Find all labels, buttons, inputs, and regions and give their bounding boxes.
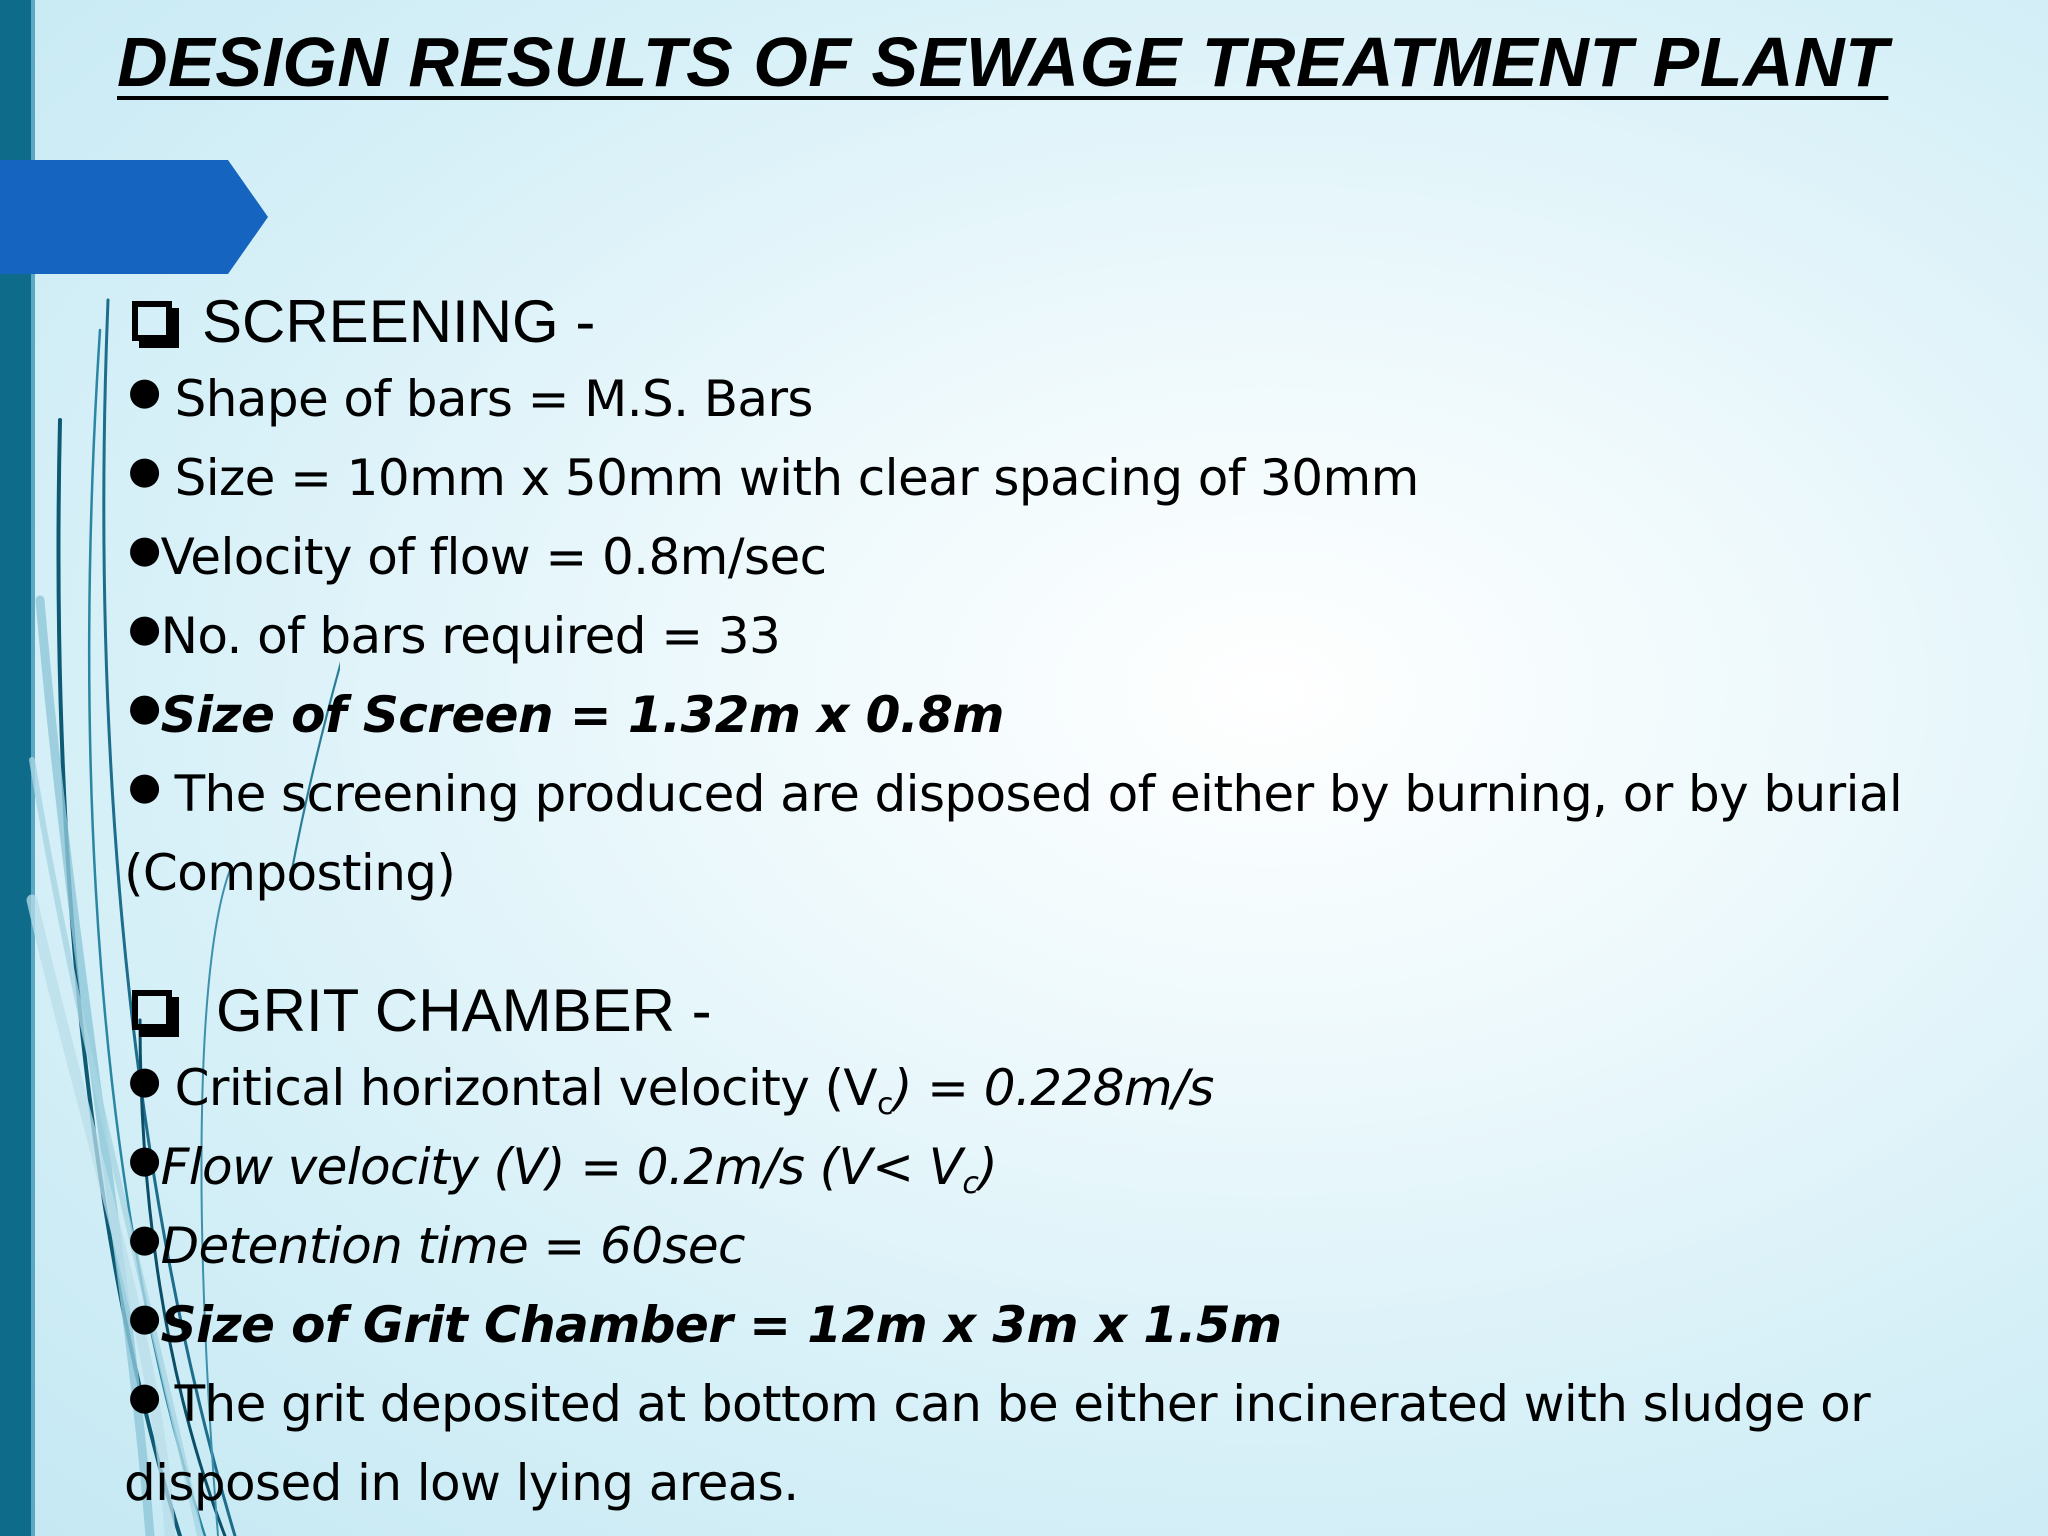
bullet-icon: ● <box>128 1058 161 1102</box>
bullet-icon: ● <box>128 685 161 729</box>
bullet-icon: ● <box>128 527 161 571</box>
list-item: ● Shape of bars = M.S. Bars <box>128 369 813 428</box>
list-item: ●No. of bars required = 33 <box>128 606 781 665</box>
bullet-icon: ● <box>128 1216 161 1260</box>
list-item: ● The screening produced are disposed of either by burning, or by burial (Composting) <box>124 764 1903 902</box>
arrow-tab <box>0 160 268 274</box>
list-item: ●Size of Screen = 1.32m x 0.8m <box>128 685 1004 744</box>
bullet-icon: ● <box>128 369 161 413</box>
bullet-icon: ● <box>128 448 161 492</box>
checkbox-icon <box>132 301 172 341</box>
bullet-icon: ● <box>128 1374 161 1418</box>
bullet-icon: ● <box>128 606 161 650</box>
grit-chamber-heading-text: GRIT CHAMBER - <box>216 976 712 1044</box>
bullet-icon: ● <box>128 764 161 808</box>
page-title: DESIGN RESULTS OF SEWAGE TREATMENT PLANT <box>117 23 1889 101</box>
list-item: ● Critical horizontal velocity $(V_c) = 0.228m/s$ <box>128 1058 1214 1122</box>
list-item: ● Size = 10mm x 50mm with clear spacing of 30mm <box>128 448 1419 507</box>
screening-heading-text: SCREENING - <box>202 287 596 355</box>
list-item: ●Detention time = 60sec <box>128 1216 745 1275</box>
grit-chamber-heading <box>124 969 2004 1051</box>
bullet-icon: ● <box>128 1295 161 1339</box>
bullet-icon: ● <box>128 1137 161 1181</box>
list-item: ●Size of Grit Chamber = 12m x 3m x 1.5m <box>128 1295 1282 1354</box>
screening-heading <box>124 280 2004 362</box>
checkbox-icon <box>132 990 172 1030</box>
content-area <box>124 280 2004 1521</box>
list-item: ●Velocity of flow = 0.8m/sec <box>128 527 827 586</box>
list-item: ●Flow velocity (V) = 0.2m/s $(V< V_c)$ <box>128 1137 998 1201</box>
list-item: ● The grit deposited at bottom can be either incinerated with sludge or disposed in low lying areas. <box>124 1374 1871 1512</box>
